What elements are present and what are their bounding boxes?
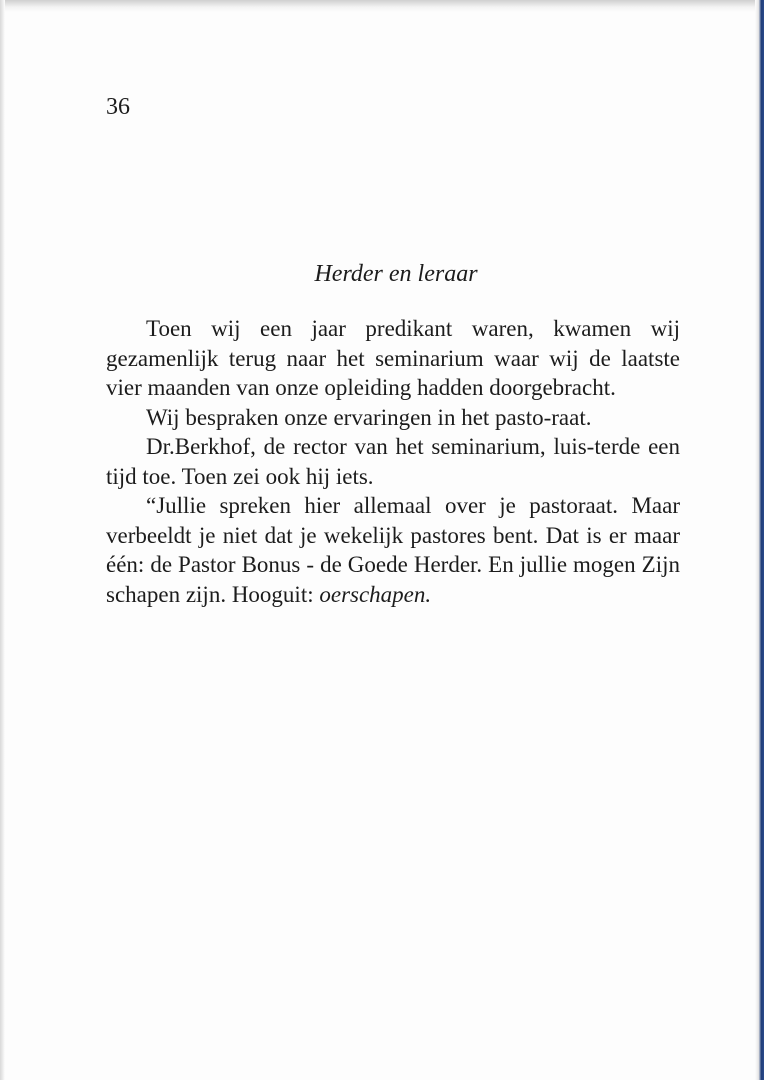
paragraph-4-emphasis: oerschapen.	[319, 581, 432, 607]
body-text	[106, 314, 680, 609]
chapter-title: Herder en leraar	[314, 261, 478, 287]
page-number: 36	[106, 94, 130, 120]
scan-left-edge	[0, 0, 5, 1080]
paragraph-4-text: “Jullie spreken hier allemaal over je pastoraat. Maar verbeeldt je niet dat je wekelijk pastores bent. Dat is er maar één: de Pastor Bonus - de Goede Herder. En jullie mogen Zijn schapen zijn. Hooguit:	[106, 493, 680, 607]
scan-top-edge	[0, 0, 764, 12]
paragraph-3: Dr.Berkhof, de rector van het seminarium, luis-terde een tijd toe. Toen zei ook hij iets.	[106, 434, 680, 489]
paragraph-2: Wij bespraken onze ervaringen in het pasto-raat.	[146, 404, 592, 430]
paragraph-1: Toen wij een jaar predikant waren, kwamen wij gezamenlijk terug naar het seminarium waar wij de laatste vier maanden van onze opleiding hadden doorgebracht.	[106, 316, 680, 400]
scan-right-edge	[755, 0, 764, 1080]
paragraph-4	[106, 491, 680, 609]
